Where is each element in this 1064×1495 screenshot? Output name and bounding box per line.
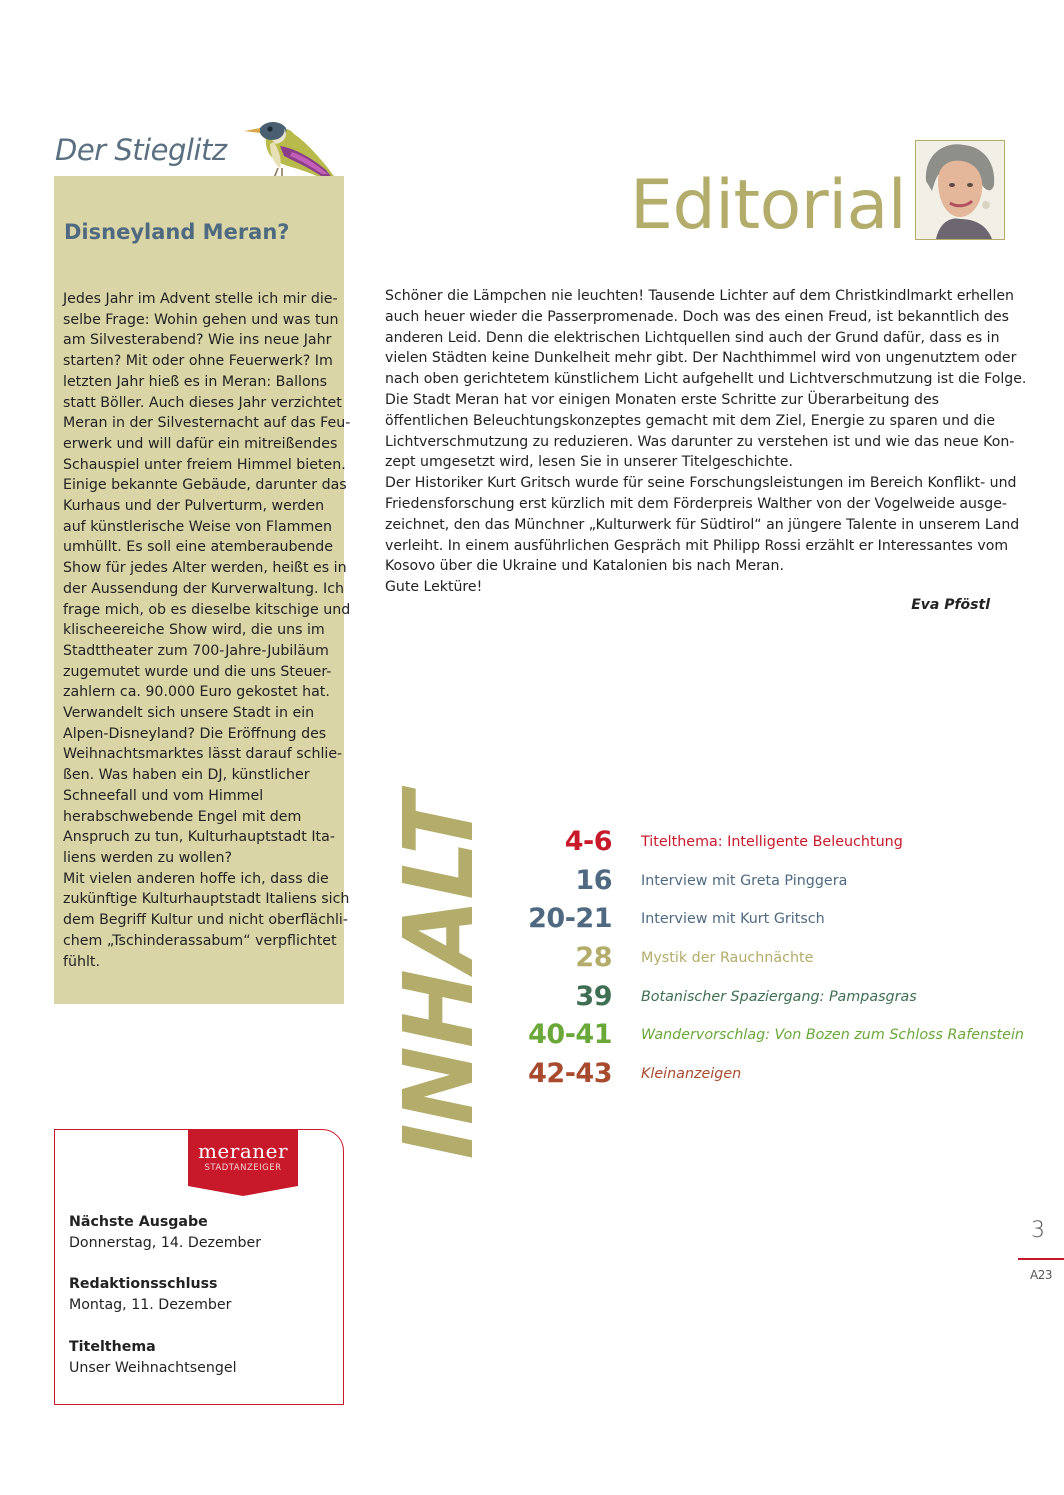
column-text-line: fühlt. — [63, 953, 100, 970]
editorial-text-line: zeichnet, den das Münchner „Kulturwerk für Südtirol“ an jüngere Talente in unserem Land — [385, 516, 1020, 533]
column-text-line: Kurhaus und der Pulverturm, werden — [63, 498, 325, 515]
toc-page-number: 40-41 — [528, 1019, 612, 1050]
editorial-title: Editorial — [630, 166, 907, 245]
column-text-line: starten? Mit oder ohne Feuerwerk? Im — [63, 353, 333, 370]
logo-title: meraner — [197, 1139, 289, 1163]
column-text-line: Stadttheater zum 700-Jahre-Jubiläum — [63, 642, 329, 659]
editorial-text-line: vielen Städten keine Dunkelheit mehr gibt. Der Nachthimmel wird von ungenutztem oder — [385, 350, 1017, 367]
column-text-line: zukünftige Kulturhauptstadt Italiens sich — [63, 891, 350, 908]
toc-entry — [530, 903, 1010, 937]
column-text-line: ßen. Was haben ein DJ, künstlicher — [63, 767, 310, 784]
editorial-text-line: Gute Lektüre! — [385, 579, 483, 596]
toc-title: Interview mit Kurt Gritsch — [641, 911, 825, 927]
next-issue-value: Donnerstag, 14. Dezember — [69, 1235, 262, 1251]
column-text-line: Verwandelt sich unsere Stadt in ein — [63, 705, 315, 722]
column-title: Der Stieglitz — [55, 133, 227, 167]
svg-text:INHALT: INHALT — [382, 765, 495, 1171]
column-text-line: Mit vielen anderen hoffe ich, dass die — [63, 870, 329, 887]
column-text-line: liens werden zu wollen? — [63, 849, 233, 866]
column-text-line: Schneefall und vom Himmel — [63, 787, 264, 804]
column-text-line: Meran in der Silvesternacht auf das Feu- — [63, 415, 351, 432]
toc-page-number: 4-6 — [564, 826, 612, 857]
page-number: 3 — [1031, 1218, 1045, 1243]
editorial-text-line: öffentlichen Beleuchtungskonzeptes gemacht mit dem Ziel, Energie zu sparen und die — [385, 412, 995, 429]
editorial-text-line: auch heuer wieder die Passerpromenade. Doch was des einen Freud, ist bekanntlich des — [385, 308, 1009, 325]
column-text-line: Einige bekannte Gebäude, darunter das — [63, 477, 347, 494]
column-text-line: dem Begriff Kultur und nicht oberflächli- — [63, 912, 348, 929]
page-divider — [1018, 1258, 1064, 1260]
toc-entry — [530, 826, 1010, 860]
topic-value: Unser Weihnachtsengel — [69, 1360, 237, 1376]
editorial-text-line: Friedensforschung erst kürzlich mit dem Förderpreis Walther von der Vogelweide ausge- — [385, 495, 1007, 512]
topic-label: Titelthema — [69, 1339, 156, 1355]
contents-title — [382, 765, 495, 1171]
editorial-text-line: verleiht. In einem ausführlichen Gespräch mit Philipp Rossi erzählt er Interessantes vom — [385, 537, 1009, 554]
toc-title: Mystik der Rauchnächte — [641, 950, 814, 966]
column-text-line: klischeereiche Show wird, die uns im — [63, 622, 325, 639]
column-text-line: der Aussendung der Kurverwaltung. Ich — [63, 580, 345, 597]
toc-title: Interview mit Greta Pinggera — [641, 873, 848, 889]
column-text-line: letzten Jahr hieß es in Meran: Ballons — [63, 373, 328, 390]
editorial-text-line: Schöner die Lämpchen nie leuchten! Tausende Lichter auf dem Christkindlmarkt erhellen — [385, 288, 1014, 304]
editorial-text-line: Die Stadt Meran hat vor einigen Monaten erste Schritte zur Überarbeitung des — [385, 391, 939, 408]
editorial-text-line: Kosovo über die Ukraine und Katalonien bis nach Meran. — [385, 558, 784, 575]
toc-page-number: 16 — [575, 865, 612, 896]
column-text-line: Schauspiel unter freiem Himmel bieten. — [63, 456, 346, 473]
column-text-line: zahlern ca. 90.000 Euro gekostet hat. — [63, 684, 330, 701]
toc-title: Titelthema: Intelligente Beleuchtung — [641, 834, 903, 850]
toc-entry — [530, 981, 1010, 1015]
column-text-line: auf künstlerische Weise von Flammen — [63, 518, 333, 535]
toc-page-number: 42-43 — [528, 1058, 612, 1089]
column-text-line: chem „Tschinderassabum“ verpflichtet — [63, 932, 337, 949]
column-text-line: erwerk und will dafür ein mitreißendes — [63, 435, 338, 452]
toc-page-number: 20-21 — [528, 903, 612, 934]
next-issue-label: Nächste Ausgabe — [69, 1214, 208, 1230]
deadline-label: Redaktionsschluss — [69, 1276, 218, 1292]
column-heading: Disneyland Meran? — [64, 220, 290, 244]
editorial-text-line: zept umgesetzt wird, lesen Sie in unserer Titelgeschichte. — [385, 454, 793, 471]
column-text-line: Show für jedes Alter werden, heißt es in — [63, 560, 347, 577]
page-code: A23 — [1030, 1268, 1052, 1282]
column-text-line: zugemutet wurde und die uns Steuer- — [63, 663, 332, 680]
column-text-line: herabschwebende Engel mit dem — [63, 808, 302, 825]
column-text-line: am Silvesterabend? Wie ins neue Jahr — [63, 332, 332, 349]
toc-entry — [530, 942, 1010, 976]
toc-entry — [530, 1058, 1010, 1092]
column-text-line: Jedes Jahr im Advent stelle ich mir die- — [63, 291, 338, 307]
toc-title: Botanischer Spaziergang: Pampasgras — [641, 989, 917, 1005]
editorial-author: Eva Pföstl — [911, 597, 990, 613]
column-text-line: selbe Frage: Wohin gehen und was tun — [63, 311, 339, 328]
editorial-text-line: nach oben gerichtetem künstlichem Licht aufgehellt und Lichtverschmutzung ist die Folge. — [385, 371, 1027, 388]
author-portrait — [915, 140, 1005, 240]
editorial-text-line: anderen Leid. Denn die elektrischen Lichtquellen sind auch der Grund dafür, dass es in — [385, 329, 1000, 346]
column-text-line: Alpen-Disneyland? Die Eröffnung des — [63, 725, 327, 742]
logo-subtitle: STADTANZEIGER — [204, 1163, 282, 1173]
toc-title: Kleinanzeigen — [641, 1066, 742, 1082]
toc-entry — [528, 1019, 1024, 1053]
editorial-text-line: Lichtverschmutzung zu reduzieren. Was darunter zu verstehen ist und wie das neue Kon- — [385, 433, 1015, 450]
editorial-body — [385, 286, 1027, 598]
toc-entry — [530, 865, 1010, 899]
column-body — [63, 289, 351, 972]
column-text-line: Anspruch zu tun, Kulturhauptstadt Ita- — [63, 829, 335, 846]
editorial-text-line: Der Historiker Kurt Gritsch wurde für seine Forschungsleistungen im Bereich Konflikt- und — [385, 475, 1017, 492]
toc-page-number: 28 — [575, 942, 612, 973]
toc-title: Wandervorschlag: Von Bozen zum Schloss Rafenstein — [641, 1027, 1024, 1043]
deadline-value: Montag, 11. Dezember — [69, 1297, 232, 1313]
toc-page-number: 39 — [575, 981, 612, 1012]
column-text-line: frage mich, ob es dieselbe kitschige und — [63, 601, 351, 618]
column-text-line: umhüllt. Es soll eine atemberaubende — [63, 539, 334, 556]
column-text-line: Weihnachtsmarktes lässt darauf schlie- — [63, 746, 343, 763]
column-text-line: statt Böller. Auch dieses Jahr verzichtet — [63, 394, 342, 411]
